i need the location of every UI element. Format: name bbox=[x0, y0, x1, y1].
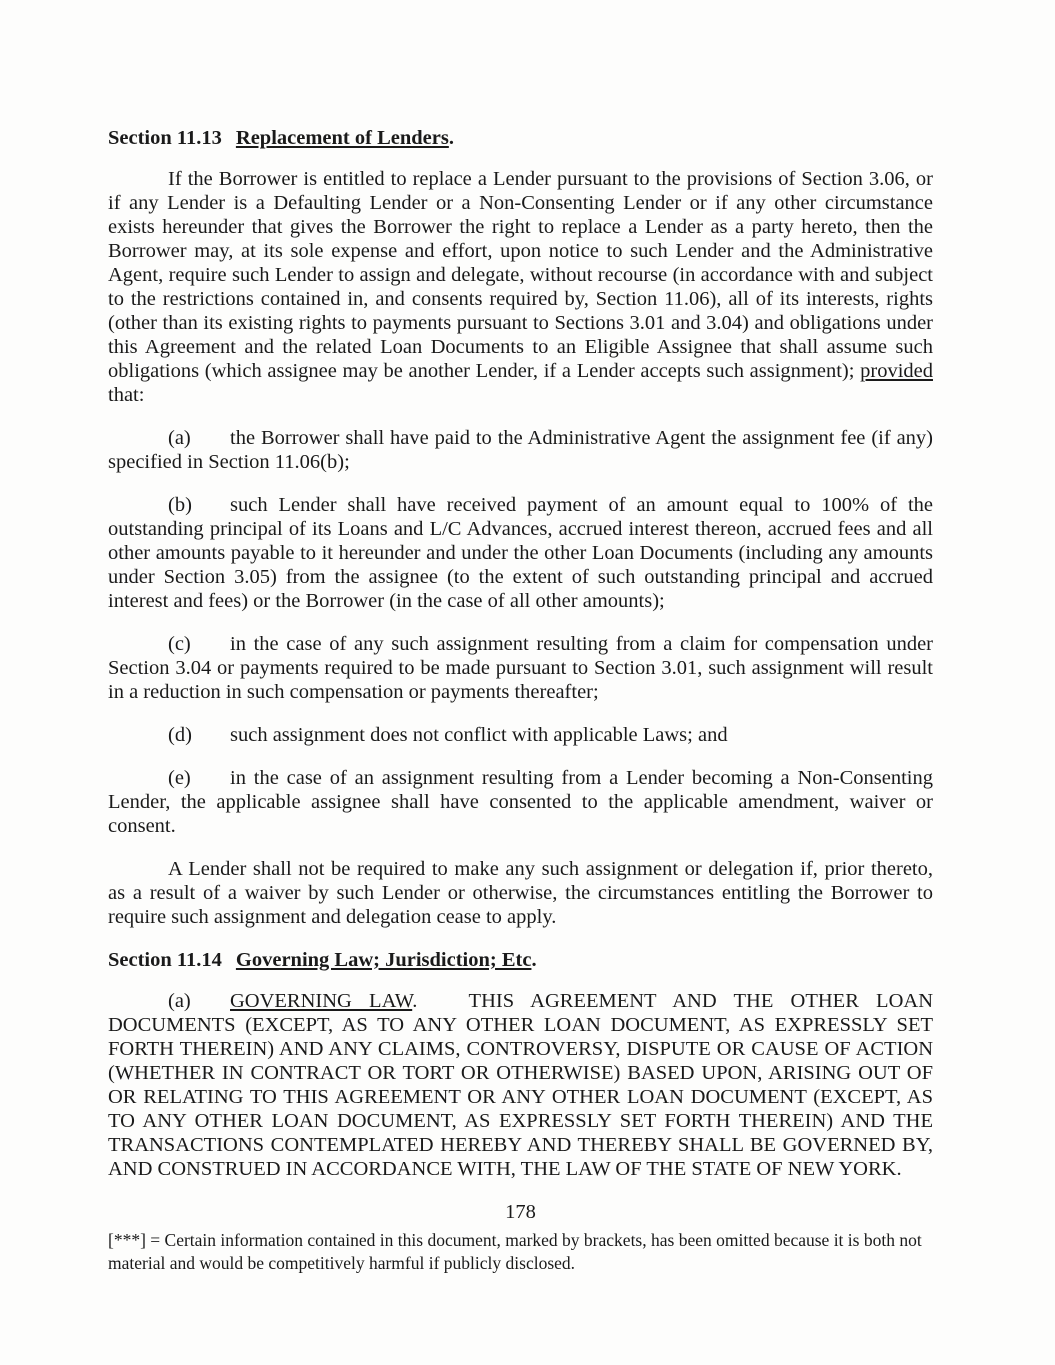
clause-e bbox=[108, 766, 933, 838]
paragraph-intro bbox=[108, 167, 933, 407]
clause-b bbox=[108, 493, 933, 613]
section-heading-11-13 bbox=[108, 126, 933, 150]
clause-b-label: (b) bbox=[168, 494, 192, 516]
clause-a-text: the Borrower shall have paid to the Administrative Agent the assignment fee (if any) specified in Section 11.06(b); bbox=[108, 427, 933, 473]
intro-text: If the Borrower is entitled to replace a Lender pursuant to the provisions of Section 3.06, or if any Lender is a Defaulting Lender or a Non-Consenting Lender or if any other circumstance exists hereunder that gives the Borrower the right to replace a Lender as a party hereto, then the Borrower may, at its sole expense and effort, upon notice to such Lender and the Administrative Agent, require such Lender to assign and delegate, without recourse (in accordance with and subject to the restrictions contained in, and consents required by, Section 11.06), all of its interests, rights (other than its existing rights to payments pursuant to Sections 3.01 and 3.04) and obligations under this Agreement and the related Loan Documents to an Eligible Assignee that shall assume such obligations (which assignee may be another Lender, if a Lender accepts such assignment); bbox=[108, 168, 933, 382]
paragraph-closing bbox=[108, 857, 933, 929]
clause-governing-law-label: (a) bbox=[168, 990, 191, 1012]
clause-e-text: in the case of an assignment resulting from a Lender becoming a Non-Consenting Lender, the applicable assignee shall have consented to the applicable amendment, waiver or consent. bbox=[108, 767, 933, 837]
section-title: Replacement of Lenders bbox=[235, 127, 449, 149]
section-number: Section 11.14 bbox=[108, 949, 222, 971]
section-heading-11-14 bbox=[108, 948, 933, 972]
clause-c-label: (c) bbox=[168, 633, 191, 655]
page-number: 178 bbox=[505, 1201, 536, 1223]
footnote: [***] = Certain information contained in this document, marked by brackets, has been omitted because it is both not material and would be competitively harmful if publicly disclosed. bbox=[108, 1230, 922, 1273]
governing-law-text: . THIS AGREEMENT AND THE OTHER LOAN DOCUMENTS (EXCEPT, AS TO ANY OTHER LOAN DOCUMENT, AS EXPRESSLY SET FORTH THEREIN) AND ANY CLAIMS, CONTROVERSY, DISPUTE OR CAUSE OF ACTION (WHETHER IN CONTRACT OR TORT OR OTHERWISE) BASED UPON, ARISING OUT OF OR RELATING TO THIS AGREEMENT OR ANY OTHER LOAN DOCUMENT (EXCEPT, AS TO ANY OTHER LOAN DOCUMENT, AS EXPRESSLY SET FORTH THEREIN) AND THE TRANSACTIONS CONTEMPLATED HEREBY AND THEREBY SHALL BE GOVERNED BY, AND CONSTRUED IN ACCORDANCE WITH, THE LAW OF THE STATE OF NEW YORK. bbox=[108, 990, 933, 1180]
clause-a-label: (a) bbox=[168, 427, 191, 449]
clause-c-text: in the case of any such assignment resulting from a claim for compensation under Section 3.04 or payments required to be made pursuant to Section 3.01, such assignment will result in a reduction in such compensation or payments thereafter; bbox=[108, 633, 933, 703]
clause-governing-law bbox=[108, 989, 933, 1181]
intro-text-after: that: bbox=[108, 384, 145, 406]
governing-law-lead: GOVERNING LAW bbox=[230, 990, 413, 1012]
clause-d-text: such assignment does not conflict with applicable Laws; and bbox=[230, 724, 728, 746]
clause-d bbox=[108, 723, 933, 747]
section-title-period: . bbox=[531, 949, 537, 971]
closing-text: A Lender shall not be required to make any such assignment or delegation if, prior thereto, as a result of a waiver by such Lender or otherwise, the circumstances entitling the Borrower to require such assignment and delegation cease to apply. bbox=[108, 858, 933, 928]
clause-e-label: (e) bbox=[168, 767, 191, 789]
clause-a bbox=[108, 426, 933, 474]
clause-c bbox=[108, 632, 933, 704]
section-number: Section 11.13 bbox=[108, 127, 222, 149]
clause-d-label: (d) bbox=[168, 724, 192, 746]
section-title: Governing Law; Jurisdiction; Etc bbox=[235, 949, 532, 971]
section-title-period: . bbox=[448, 127, 454, 149]
clause-b-text: such Lender shall have received payment of an amount equal to 100% of the outstanding principal of its Loans and L/C Advances, accrued interest thereon, accrued fees and all other amounts payable to it hereunder and under the other Loan Documents (including any amounts under Section 3.05) from the assignee (to the extent of such outstanding principal and accrued interest and fees) or the Borrower (in the case of all other amounts); bbox=[108, 494, 933, 612]
intro-provided: provided bbox=[860, 360, 933, 382]
